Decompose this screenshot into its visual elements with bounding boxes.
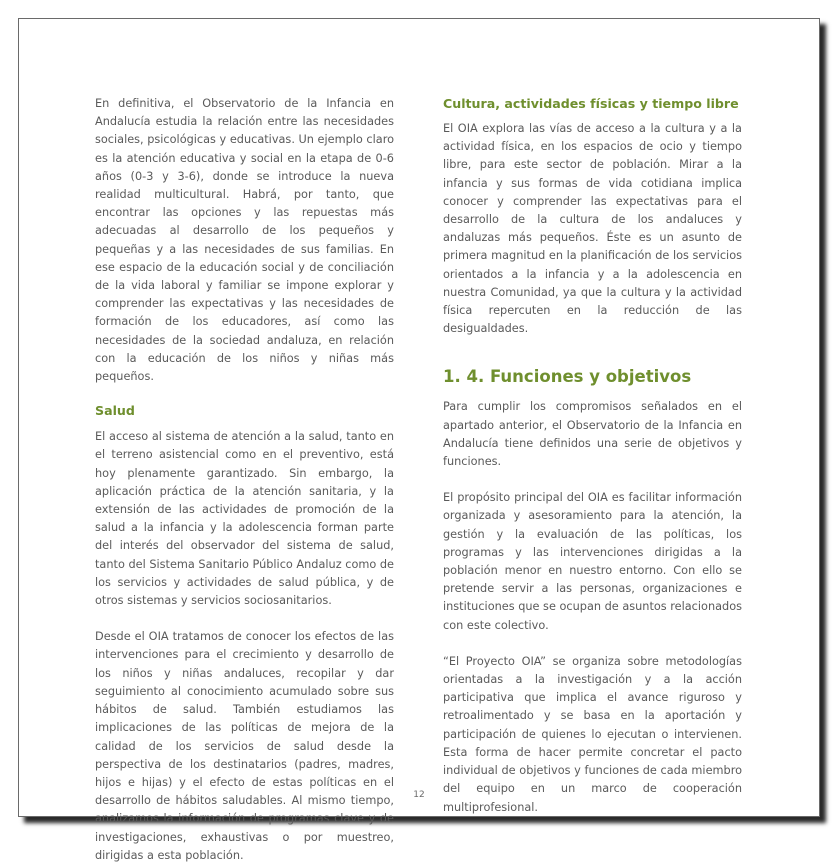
salud-paragraph-1: El acceso al sistema de atención a la salud, tanto en el terreno asistencial como en el preventivo, está hoy plenamente garantizado. Sin embargo, la aplicación práctica de la atención sanitaria, y la extensión de las actividades de promoción de la salud a la infancia y la adolescencia forman parte del interés del observador del sistema de salud, tanto del Sistema Sanitario Público Andaluz como de los servicios y actividades de salud pública, y de otros sistemas y servicios sociosanitarios. <box>95 430 394 608</box>
right-column <box>443 95 742 817</box>
document-page <box>18 18 820 862</box>
funciones-paragraph-3: “El Proyecto OIA” se organiza sobre metodologías orientadas a la investigación y a la acción participativa que implica el avance riguroso y retroalimentado y se basa en la aportación y participación de quienes lo ejecutan o intervienen. Esta forma de hacer permite concretar el pacto individual de objetivos y funciones de cada miembro del equipo en un marco de cooperación multiprofesional. <box>443 654 742 814</box>
page-number: 12 <box>413 790 425 800</box>
intro-paragraph: En definitiva, el Observatorio de la Infancia en Andalucía estudia la relación entre las necesidades sociales, psicológicas y educativas. Un ejemplo claro es la atención educativa y social en la etapa de 0-6 años (0-3 y 3-6), donde se introduce la nueva realidad multicultural. Habrá, por tanto, que encontrar las opciones y las repuestas más adecuadas al desarrollo de los pequeños y pequeñas y a las necesidades de sus familias. En ese espacio de la educación social y de conciliación de la vida laboral y familiar se impone explorar y comprender las expectativas y las necesidades de formación de los educadores, así como las necesidades de la sociedad andaluza, en relación con la educación de los niños y niñas más pequeños. <box>95 97 394 384</box>
salud-paragraph-2: Desde el OIA tratamos de conocer los efectos de las intervenciones para el crecimiento y desarrollo de los niños y niñas andaluces, recopilar y dar seguimiento al conocimiento acumulado sobre sus hábitos de salud. También estudiamos las implicaciones de las políticas de mejora de la calidad de los servicios de salud desde la perspectiva de los destinatarios (padres, madres, hijos e hijas) y el efecto de estas políticas en el desarrollo de hábitos saludables. Al mismo tiempo, analizamos la información de programas clave y de investigaciones, exhaustivas o por muestreo, dirigidas a esta población. <box>95 630 394 862</box>
cultura-paragraph: El OIA explora las vías de acceso a la cultura y a la actividad física, en los espacios de ocio y tiempo libre, para este sector de población. Mirar a la infancia y sus formas de vida cotidiana implica conocer y comprender las expectativas para el desarrollo de la cultura de los andaluces y andaluzas más pequeños. Éste es un asunto de primera magnitud en la planificación de los servicios orientados a la infancia y a la adolescencia en nuestra Comunidad, ya que la cultura y la actividad física repercuten en la reducción de las desigualdades. <box>443 122 742 336</box>
left-column <box>95 95 394 865</box>
funciones-paragraph-2: El propósito principal del OIA es facilitar información organizada y asesoramiento para la atención, la gestión y la evaluación de las políticas, los programas y las intervenciones dirigidas a la población menor en nuestro entorno. Con ello se pretende servir a las personas, organizaciones e instituciones que se ocupan de asuntos relacionados con este colectivo. <box>443 491 742 632</box>
salud-heading: Salud <box>95 403 135 419</box>
section-heading-funciones: 1. 4. Funciones y objetivos <box>443 367 692 387</box>
cultura-heading: Cultura, actividades físicas y tiempo libre <box>443 96 739 111</box>
funciones-paragraph-1: Para cumplir los compromisos señalados en el apartado anterior, el Observatorio de la Infancia en Andalucía tiene definidos una serie de objetivos y funciones. <box>443 400 742 469</box>
